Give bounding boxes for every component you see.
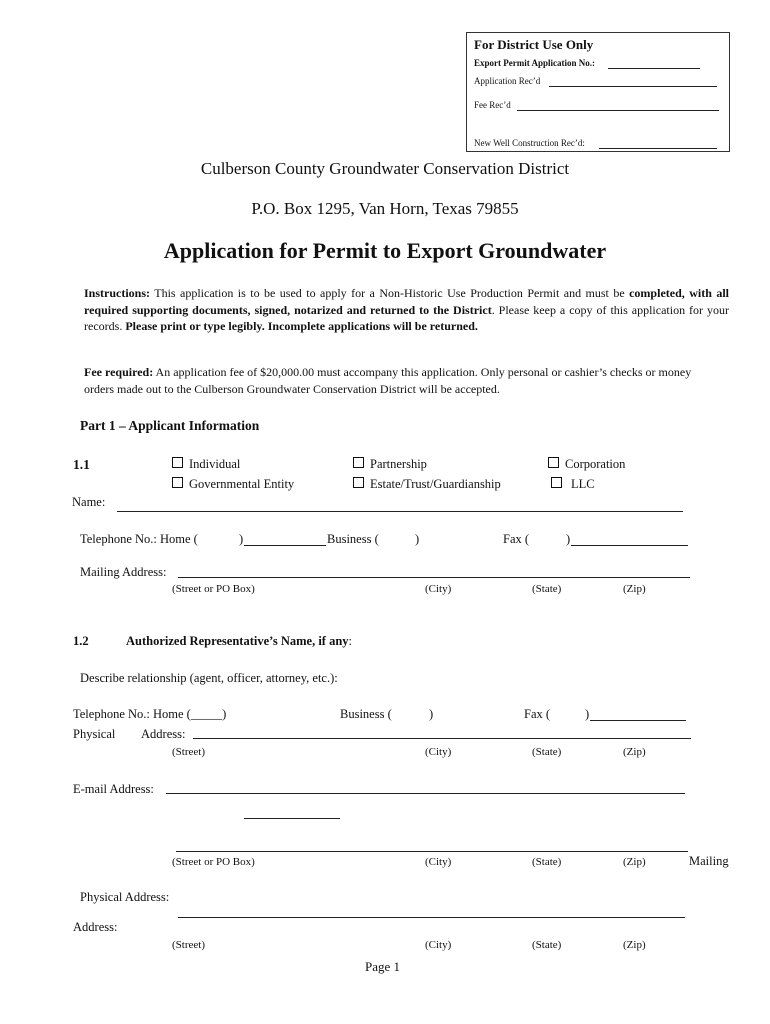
new-well-recd-label: New Well Construction Rec’d: xyxy=(474,138,585,148)
rep-fax-field[interactable] xyxy=(590,720,686,721)
rep-state-caption: (State) xyxy=(532,746,562,758)
rep-mailing-state-caption: (State) xyxy=(532,856,562,868)
business-close: ) xyxy=(415,532,420,546)
option-partnership-label: Partnership xyxy=(370,457,427,471)
option-governmental-entity[interactable] xyxy=(172,477,294,492)
fax-close: ) xyxy=(566,532,571,546)
mailing-address-field[interactable] xyxy=(178,577,690,578)
instructions-bold-1: completed, with all required supporting documents, signed, notarized and returned to the District xyxy=(84,286,729,317)
section-1-2-number: 1.2 xyxy=(73,634,89,648)
instructions-paragraph xyxy=(84,285,729,335)
option-llc[interactable] xyxy=(551,477,595,492)
rep-business-label: Business ( xyxy=(340,707,392,721)
business-label: Business ( xyxy=(327,532,379,546)
instructions-text-1: This application is to be used to apply for a Non-Historic Use Production Permit and must be xyxy=(150,286,630,300)
rep-telephone-home-label: Telephone No.: Home (_____) xyxy=(73,707,227,721)
authorized-rep-title: Authorized Representative’s Name, if any xyxy=(126,634,349,648)
address-label: Address: xyxy=(73,920,118,934)
option-governmental-label: Governmental Entity xyxy=(189,477,295,491)
export-permit-no-label: Export Permit Application No.: xyxy=(474,58,595,68)
option-partnership[interactable] xyxy=(353,457,427,472)
checkbox-icon xyxy=(551,477,562,488)
name-label: Name: xyxy=(72,495,106,509)
option-corporation[interactable] xyxy=(548,457,625,472)
street-po-caption: (Street or PO Box) xyxy=(172,583,255,595)
part1-heading: Part 1 – Applicant Information xyxy=(80,418,260,433)
checkbox-icon xyxy=(353,457,364,468)
option-estate-trust[interactable] xyxy=(353,477,501,492)
state-caption: (State) xyxy=(532,583,562,595)
checkbox-icon xyxy=(172,457,183,468)
fee-text: An application fee of $20,000.00 must accompany this application. Only personal or cashier’s checks or money orders made out to the Culberson Groundwater Conservation District will be accepted. xyxy=(84,365,692,396)
option-individual-label: Individual xyxy=(189,457,241,471)
authorized-rep-heading xyxy=(126,634,352,649)
instructions-label: Instructions: xyxy=(84,286,151,300)
instructions-text-2: . Please keep a copy of this application for your records. xyxy=(84,302,729,333)
relationship-label: Describe relationship (agent, officer, attorney, etc.): xyxy=(80,671,338,685)
checkbox-icon xyxy=(353,477,364,488)
bottom-state-caption: (State) xyxy=(532,939,562,951)
telephone-home-close: ) xyxy=(239,532,244,546)
rep-physical-address-field[interactable] xyxy=(193,738,691,739)
telephone-home-field[interactable] xyxy=(244,545,326,546)
blank-field[interactable] xyxy=(244,818,340,819)
name-field[interactable] xyxy=(117,511,683,512)
option-corporation-label: Corporation xyxy=(565,457,626,471)
rep-mailing-address-field[interactable] xyxy=(176,851,688,852)
authorized-rep-colon: : xyxy=(348,634,353,648)
application-recd-label: Application Rec’d xyxy=(474,76,541,86)
physical-address-label: Physical Address: xyxy=(80,890,170,904)
rep-fax-label: Fax ( xyxy=(524,707,551,721)
fax-label: Fax ( xyxy=(503,532,530,546)
option-individual[interactable] xyxy=(172,457,240,472)
email-field[interactable] xyxy=(166,793,685,794)
instructions-bold-2: Please print or type legibly. Incomplete applications will be returned. xyxy=(125,319,478,333)
fee-recd-field[interactable] xyxy=(517,110,719,111)
zip-caption: (Zip) xyxy=(623,583,646,595)
export-permit-no-field[interactable] xyxy=(608,68,700,69)
page-title: Application for Permit to Export Groundwater xyxy=(163,238,607,263)
rep-business-close: ) xyxy=(429,707,434,721)
checkbox-icon xyxy=(172,477,183,488)
option-llc-label: LLC xyxy=(571,477,595,491)
physical-address-field[interactable] xyxy=(178,917,685,918)
bottom-city-caption: (City) xyxy=(425,939,452,951)
application-recd-field[interactable] xyxy=(549,86,717,87)
rep-physical-label: Physical xyxy=(73,727,116,741)
rep-city-caption: (City) xyxy=(425,746,452,758)
bottom-zip-caption: (Zip) xyxy=(623,939,646,951)
fee-label: Fee required: xyxy=(84,365,154,379)
rep-zip-caption: (Zip) xyxy=(623,746,646,758)
mailing-label: Mailing xyxy=(689,854,729,868)
page-number: Page 1 xyxy=(365,959,401,974)
rep-fax-close: ) xyxy=(585,707,590,721)
new-well-recd-field[interactable] xyxy=(599,148,717,149)
rep-street-caption: (Street) xyxy=(172,746,205,758)
district-use-title: For District Use Only xyxy=(474,37,594,52)
district-use-box xyxy=(466,32,730,152)
rep-mailing-city-caption: (City) xyxy=(425,856,452,868)
option-estate-label: Estate/Trust/Guardianship xyxy=(370,477,501,491)
fee-paragraph xyxy=(84,364,694,397)
fax-field[interactable] xyxy=(571,545,688,546)
district-name: Culberson County Groundwater Conservation District xyxy=(200,159,570,178)
rep-address-label: Address: xyxy=(141,727,186,741)
section-1-1-number: 1.1 xyxy=(73,457,90,472)
city-caption: (City) xyxy=(425,583,452,595)
rep-street-po-caption: (Street or PO Box) xyxy=(172,856,255,868)
telephone-home-label: Telephone No.: Home ( xyxy=(80,532,198,546)
fee-recd-label: Fee Rec’d xyxy=(474,100,511,110)
mailing-address-label: Mailing Address: xyxy=(80,565,167,579)
district-address: P.O. Box 1295, Van Horn, Texas 79855 xyxy=(251,199,519,218)
email-label: E-mail Address: xyxy=(73,782,154,796)
bottom-street-caption: (Street) xyxy=(172,939,205,951)
rep-mailing-zip-caption: (Zip) xyxy=(623,856,646,868)
checkbox-icon xyxy=(548,457,559,468)
